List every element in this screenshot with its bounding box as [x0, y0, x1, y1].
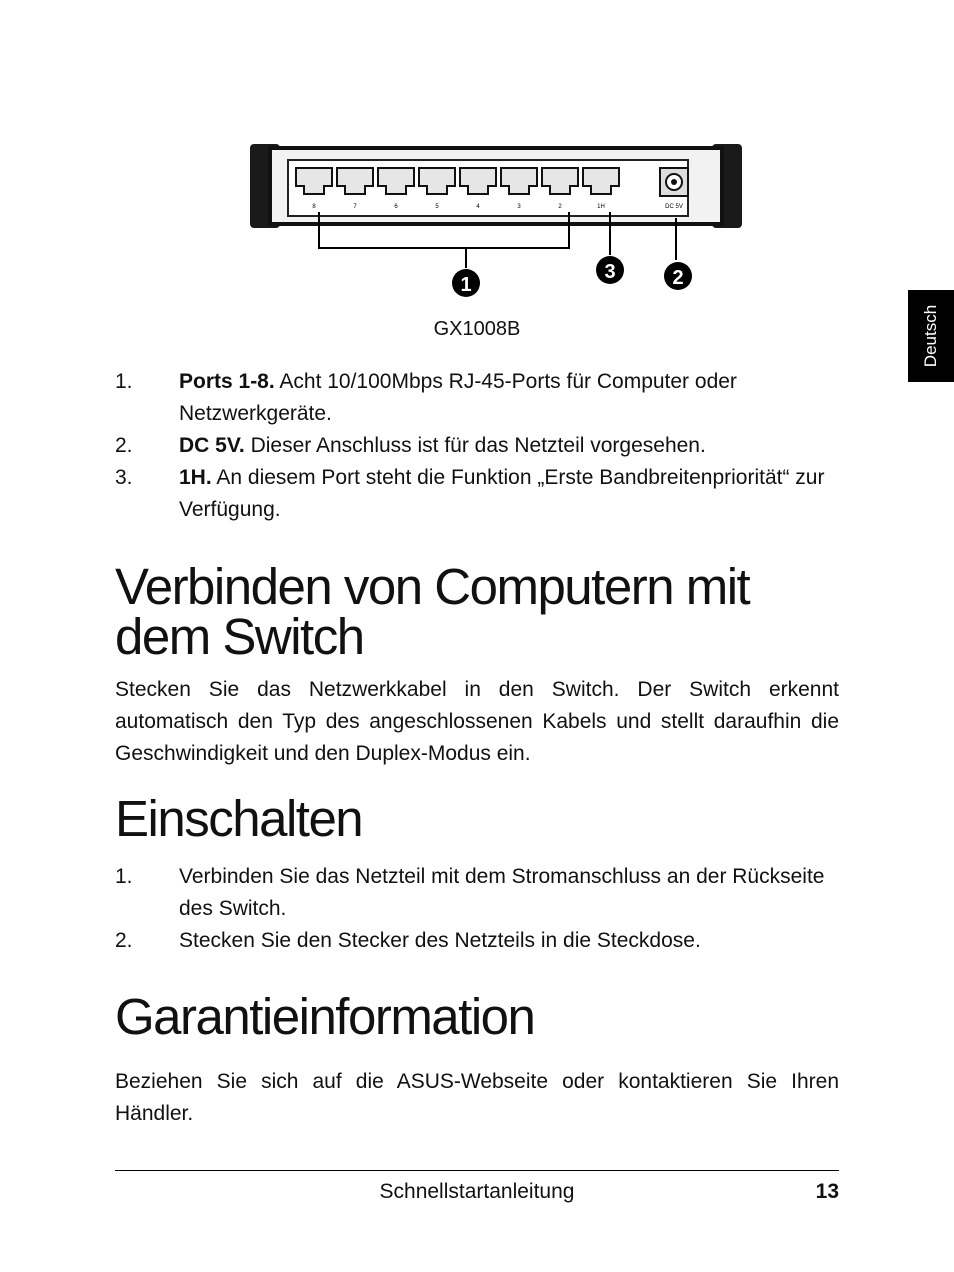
- list-item-text: Acht 10/100Mbps RJ-45-Ports für Computer oder Netzwerkgeräte.: [179, 370, 737, 425]
- list-item-term: DC 5V.: [179, 434, 245, 457]
- power-on-steps-list: [115, 861, 839, 957]
- ports-description-list: [115, 366, 839, 526]
- footer-divider: [115, 1170, 839, 1171]
- page-number: 13: [815, 1180, 839, 1203]
- language-tab-label: Deutsch: [921, 304, 940, 368]
- list-item-number: 1.: [115, 370, 133, 393]
- callout-1-label: 1: [460, 274, 472, 296]
- port-number-label: 7: [353, 204, 357, 210]
- section-heading-connecting: Verbinden von Computern mit dem Switch: [115, 558, 750, 665]
- list-item-term: 1H.: [179, 466, 212, 489]
- list-item-number: 1.: [115, 865, 133, 888]
- list-item: [115, 366, 839, 430]
- section-heading-power-on: Einschalten: [115, 790, 363, 847]
- port-number-label: 4: [476, 204, 480, 210]
- figure-caption: GX1008B: [433, 318, 521, 340]
- list-item: [115, 430, 839, 462]
- callout-2-label: 2: [672, 267, 684, 289]
- callout-2-marker: [664, 262, 692, 290]
- section-heading-warranty: Garantieinformation: [115, 988, 535, 1045]
- callout-3-marker: [596, 256, 624, 284]
- language-tab: [908, 290, 954, 382]
- list-item-text: An diesem Port steht die Funktion „Erste Bandbreitenpriorität“ zur Verfügung.: [179, 466, 825, 521]
- switch-rear-panel-illustration: [246, 140, 746, 305]
- dc-jack-label: DC 5V: [665, 204, 683, 210]
- port-number-label: 2: [558, 204, 562, 210]
- port-number-label: 6: [394, 204, 398, 210]
- list-item-number: 2.: [115, 929, 133, 952]
- list-item: [115, 925, 839, 957]
- section-body-warranty: Beziehen Sie sich auf die ASUS-Webseite oder kontaktieren Sie Ihren Händler.: [115, 1070, 839, 1125]
- list-item: [115, 462, 839, 526]
- list-item-term: Ports 1-8.: [179, 370, 275, 393]
- callout-3-label: 3: [604, 261, 616, 283]
- list-item-text: Dieser Anschluss ist für das Netzteil vorgesehen.: [244, 434, 706, 457]
- dc-power-jack: [660, 168, 688, 196]
- callout-1-marker: [452, 269, 480, 297]
- list-item-number: 2.: [115, 434, 133, 457]
- port-number-label: 5: [435, 204, 439, 210]
- footer-title: Schnellstartanleitung: [379, 1180, 575, 1203]
- list-item-number: 3.: [115, 466, 133, 489]
- list-item: [115, 861, 839, 925]
- port-number-label: 1H: [597, 204, 605, 210]
- section-body-connecting: Stecken Sie das Netzwerkkabel in den Switch. Der Switch erkennt automatisch den Typ des angeschlossenen Kabels und stellt daraufhin die Geschwindigkeit und den Duplex-Modus ein.: [115, 678, 839, 765]
- list-item-text: Verbinden Sie das Netzteil mit dem Stromanschluss an der Rückseite des Switch.: [179, 865, 825, 920]
- port-number-label: 8: [312, 204, 316, 210]
- port-number-label: 3: [517, 204, 521, 210]
- list-item-text: Stecken Sie den Stecker des Netzteils in die Steckdose.: [179, 929, 701, 952]
